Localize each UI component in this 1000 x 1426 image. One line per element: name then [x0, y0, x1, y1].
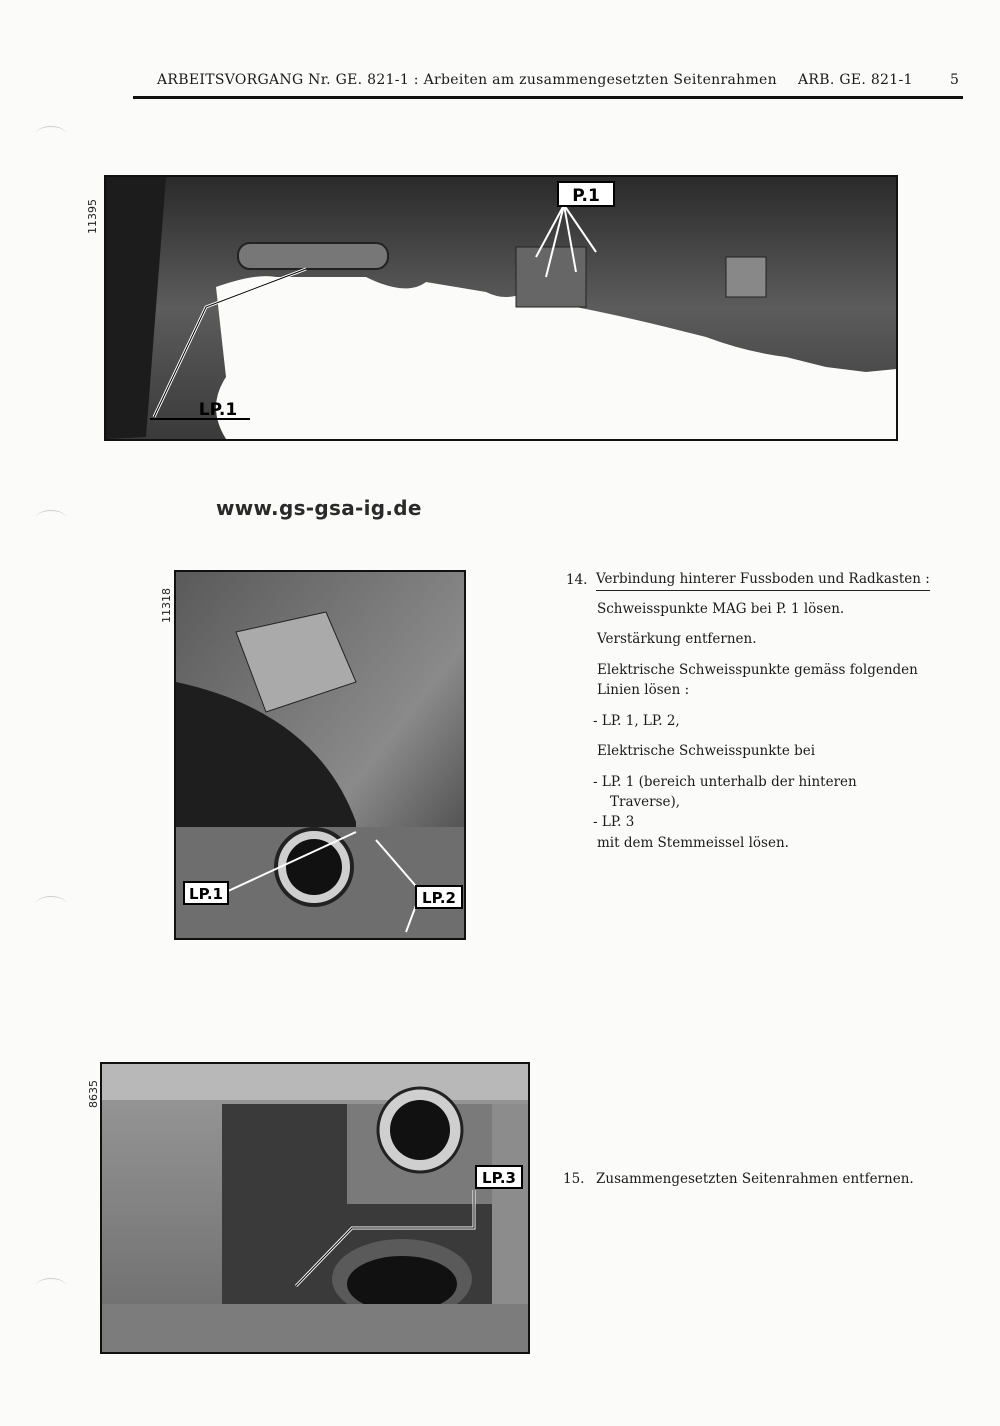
step15-number: 15.	[563, 1171, 585, 1187]
step14-number: 14.	[566, 572, 588, 588]
header-rule	[133, 96, 963, 99]
step14-line: Elektrische Schweisspunkte gemäss folgenden	[597, 662, 918, 678]
punch-hole-mark	[36, 1278, 66, 1293]
punch-hole-mark	[36, 126, 66, 141]
label-lp1: LP.1	[198, 400, 238, 420]
step14-heading: Verbindung hinterer Fussboden und Radkasten :	[596, 569, 930, 591]
step14-line: - LP. 3	[593, 814, 635, 830]
photo-floor-section	[100, 1062, 530, 1354]
website-url: www.gs-gsa-ig.de	[216, 496, 422, 520]
photo-number: 11318	[160, 588, 173, 623]
punch-hole-mark	[36, 896, 66, 911]
photo-wheel-arch	[174, 570, 466, 940]
step14-line: Verstärkung entfernen.	[597, 631, 757, 647]
label-lp3: LP.3	[482, 1169, 516, 1187]
step14-line: - LP. 1 (bereich unterhalb der hinteren	[593, 774, 857, 790]
header-ref: ARB. GE. 821-1	[798, 72, 913, 88]
step15-text: Zusammengesetzten Seitenrahmen entfernen.	[596, 1171, 914, 1187]
step14-line: - LP. 1, LP. 2,	[593, 713, 680, 729]
label-p1: P.1	[572, 186, 600, 206]
step14-line: Traverse),	[610, 794, 681, 810]
punch-hole-mark	[36, 510, 66, 525]
photo-number: 11395	[86, 199, 99, 234]
step14-line: Linien lösen :	[597, 682, 690, 698]
header-title: ARBEITSVORGANG Nr. GE. 821-1 : Arbeiten am zusammengesetzten Seitenrahmen	[157, 72, 777, 88]
label-lp2: LP.2	[422, 889, 456, 907]
step14-line: mit dem Stemmeissel lösen.	[597, 835, 789, 851]
photo-number: 8635	[87, 1080, 100, 1108]
step14-line: Elektrische Schweisspunkte bei	[597, 743, 816, 759]
label-lp1: LP.1	[189, 885, 223, 903]
photo-side-frame-top	[104, 175, 898, 441]
page-number: 5	[950, 72, 960, 88]
step14-line: Schweisspunkte MAG bei P. 1 lösen.	[597, 601, 845, 617]
